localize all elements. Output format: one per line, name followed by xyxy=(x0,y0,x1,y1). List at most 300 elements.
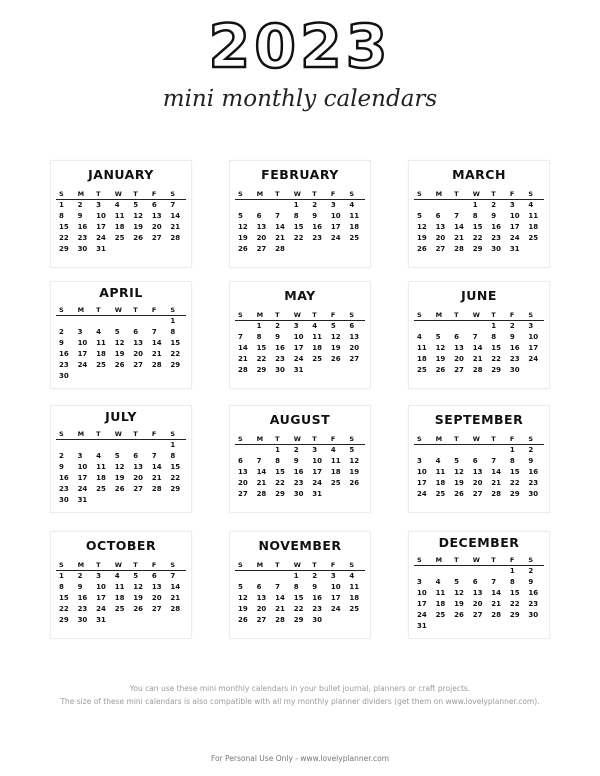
weekday-header: T xyxy=(272,560,291,571)
day-number: 12 xyxy=(133,583,144,591)
blank-day xyxy=(56,440,75,451)
weekday-header: W xyxy=(470,189,489,200)
day-number: 4 xyxy=(96,452,102,460)
day-number: 7 xyxy=(151,328,157,336)
day-number: 27 xyxy=(472,490,483,498)
day-number: 4 xyxy=(528,201,534,209)
day-number: 25 xyxy=(417,366,427,374)
weekday-header: S xyxy=(235,434,254,445)
day-number: 13 xyxy=(349,333,360,341)
day-number: 19 xyxy=(114,474,125,482)
day-number: 5 xyxy=(238,583,243,591)
day-number: 22 xyxy=(170,350,181,358)
day-number: 10 xyxy=(96,583,106,591)
blank-day xyxy=(112,316,131,327)
month-days-grid xyxy=(56,429,186,506)
day-number: 7 xyxy=(170,572,176,580)
day-number: 5 xyxy=(114,452,120,460)
day-number: 18 xyxy=(417,355,427,363)
day-number: 24 xyxy=(330,605,341,613)
day-number: 14 xyxy=(275,223,285,231)
weekday-header: S xyxy=(235,310,254,321)
day-number: 6 xyxy=(151,572,157,580)
blank-day xyxy=(488,445,507,456)
blank-day xyxy=(235,200,254,211)
day-number: 28 xyxy=(275,616,285,624)
day-number: 17 xyxy=(417,600,427,608)
day-number: 20 xyxy=(349,344,360,352)
weekday-header: T xyxy=(451,310,470,321)
month-january xyxy=(51,161,191,267)
day-number: 4 xyxy=(330,446,336,454)
month-days-grid xyxy=(235,434,365,500)
day-number: 29 xyxy=(509,611,520,619)
day-number: 19 xyxy=(435,355,446,363)
day-number: 7 xyxy=(275,212,281,220)
weekday-header: T xyxy=(309,434,328,445)
day-number: 6 xyxy=(256,212,262,220)
day-number: 6 xyxy=(435,212,441,220)
weekday-header: W xyxy=(470,434,489,445)
day-number: 29 xyxy=(170,485,181,493)
day-number: 2 xyxy=(312,572,318,580)
day-number: 25 xyxy=(114,605,125,613)
day-number: 26 xyxy=(133,234,144,242)
day-number: 6 xyxy=(133,452,139,460)
day-number: 10 xyxy=(417,589,427,597)
blank-day xyxy=(433,321,452,332)
day-number: 11 xyxy=(114,583,125,591)
day-number: 1 xyxy=(256,322,262,330)
weekday-header: T xyxy=(451,434,470,445)
day-number: 12 xyxy=(454,589,464,597)
day-number: 20 xyxy=(133,350,144,358)
day-number: 3 xyxy=(312,446,318,454)
day-number: 2 xyxy=(275,322,281,330)
day-number: 29 xyxy=(509,490,520,498)
day-number: 10 xyxy=(528,333,539,341)
day-number: 6 xyxy=(133,328,139,336)
day-number: 3 xyxy=(330,201,336,209)
day-number: 18 xyxy=(96,474,106,482)
day-number: 14 xyxy=(256,468,267,476)
day-number: 11 xyxy=(96,339,106,347)
day-number: 30 xyxy=(59,372,69,380)
day-number: 26 xyxy=(349,479,360,487)
day-number: 19 xyxy=(238,234,248,242)
day-number: 19 xyxy=(454,600,464,608)
day-number: 29 xyxy=(170,361,181,369)
day-number: 22 xyxy=(59,605,69,613)
day-number: 8 xyxy=(293,583,299,591)
day-number: 3 xyxy=(509,201,515,209)
month-days-grid xyxy=(56,560,186,626)
blank-day xyxy=(451,445,470,456)
day-number: 25 xyxy=(349,605,360,613)
day-number: 3 xyxy=(77,328,83,336)
day-number: 4 xyxy=(312,322,318,330)
day-number: 9 xyxy=(77,212,83,220)
weekday-header: W xyxy=(112,305,131,316)
day-number: 26 xyxy=(114,485,125,493)
day-number: 20 xyxy=(472,479,483,487)
blank-day xyxy=(433,566,452,577)
day-number: 31 xyxy=(417,622,427,630)
blank-day xyxy=(254,200,273,211)
weekday-header: M xyxy=(254,434,273,445)
month-name: JANUARY xyxy=(88,167,154,182)
day-number: 26 xyxy=(417,245,427,253)
day-number: 4 xyxy=(96,328,102,336)
day-number: 10 xyxy=(330,212,341,220)
day-number: 27 xyxy=(256,245,267,253)
day-number: 24 xyxy=(96,605,106,613)
weekday-header: T xyxy=(309,560,328,571)
day-number: 17 xyxy=(417,479,427,487)
weekday-header: M xyxy=(254,560,273,571)
day-number: 27 xyxy=(435,245,446,253)
day-number: 1 xyxy=(170,317,176,325)
day-number: 19 xyxy=(454,479,464,487)
day-number: 1 xyxy=(59,201,64,209)
day-number: 1 xyxy=(293,572,299,580)
day-number: 16 xyxy=(528,589,539,597)
weekday-header: S xyxy=(414,434,433,445)
day-number: 5 xyxy=(435,333,441,341)
day-number: 16 xyxy=(77,223,88,231)
day-number: 28 xyxy=(151,361,162,369)
day-number: 5 xyxy=(114,328,120,336)
day-number: 9 xyxy=(312,583,318,591)
weekday-header: M xyxy=(433,555,452,566)
day-number: 2 xyxy=(528,567,534,575)
day-number: 8 xyxy=(293,212,299,220)
blank-day xyxy=(470,566,489,577)
month-september xyxy=(409,406,549,512)
day-number: 22 xyxy=(170,474,181,482)
day-number: 21 xyxy=(275,605,285,613)
day-number: 31 xyxy=(96,245,106,253)
day-number: 23 xyxy=(77,234,88,242)
weekday-header: F xyxy=(149,305,168,316)
weekday-header: T xyxy=(272,189,291,200)
weekday-header: T xyxy=(451,555,470,566)
day-number: 3 xyxy=(96,201,102,209)
weekday-header: M xyxy=(433,434,452,445)
day-number: 21 xyxy=(151,350,162,358)
day-number: 1 xyxy=(293,201,299,209)
day-number: 25 xyxy=(528,234,539,242)
day-number: 10 xyxy=(417,468,427,476)
day-number: 10 xyxy=(77,463,88,471)
day-number: 15 xyxy=(491,344,502,352)
day-number: 14 xyxy=(491,468,502,476)
day-number: 15 xyxy=(170,463,181,471)
weekday-header: S xyxy=(56,305,75,316)
day-number: 17 xyxy=(77,350,88,358)
day-number: 28 xyxy=(275,245,285,253)
weekday-header: F xyxy=(507,189,526,200)
month-days-grid xyxy=(414,310,544,376)
day-number: 6 xyxy=(256,583,262,591)
day-number: 18 xyxy=(349,594,360,602)
month-april xyxy=(51,282,191,388)
day-number: 21 xyxy=(491,600,502,608)
day-number: 4 xyxy=(349,201,355,209)
day-number: 15 xyxy=(256,344,267,352)
day-number: 15 xyxy=(293,223,304,231)
day-number: 14 xyxy=(275,594,285,602)
weekday-header: T xyxy=(309,189,328,200)
day-number: 28 xyxy=(170,234,181,242)
day-number: 30 xyxy=(77,616,88,624)
day-number: 4 xyxy=(435,457,441,465)
day-number: 7 xyxy=(170,201,176,209)
weekday-header: T xyxy=(451,189,470,200)
day-number: 6 xyxy=(472,457,478,465)
day-number: 27 xyxy=(238,490,248,498)
weekday-header: S xyxy=(235,189,254,200)
day-number: 20 xyxy=(454,355,464,363)
day-number: 22 xyxy=(293,605,304,613)
month-august xyxy=(230,406,370,512)
blank-day xyxy=(414,445,433,456)
blank-day xyxy=(149,316,168,327)
day-number: 2 xyxy=(293,446,299,454)
page-subtitle: mini monthly calendars xyxy=(162,86,438,112)
month-february xyxy=(230,161,370,267)
weekday-header: W xyxy=(291,189,310,200)
weekday-header: F xyxy=(149,189,168,200)
day-number: 9 xyxy=(491,212,497,220)
day-number: 4 xyxy=(114,201,120,209)
day-number: 13 xyxy=(454,344,464,352)
month-july xyxy=(51,406,191,512)
day-number: 12 xyxy=(454,468,464,476)
day-number: 26 xyxy=(133,605,144,613)
day-number: 23 xyxy=(491,234,502,242)
day-number: 8 xyxy=(256,333,262,341)
day-number: 7 xyxy=(256,457,262,465)
month-days-grid xyxy=(235,560,365,626)
day-number: 8 xyxy=(59,583,64,591)
weekday-header: W xyxy=(291,434,310,445)
day-number: 16 xyxy=(491,223,502,231)
weekday-header: M xyxy=(75,189,94,200)
month-name: OCTOBER xyxy=(85,538,157,553)
day-number: 17 xyxy=(96,594,106,602)
weekday-header: S xyxy=(525,434,544,445)
day-number: 7 xyxy=(151,452,157,460)
day-number: 30 xyxy=(491,245,502,253)
day-number: 4 xyxy=(349,572,355,580)
day-number: 13 xyxy=(256,594,267,602)
day-number: 25 xyxy=(114,234,125,242)
day-number: 1 xyxy=(472,201,478,209)
day-number: 13 xyxy=(151,212,162,220)
day-number: 9 xyxy=(528,457,534,465)
day-number: 27 xyxy=(133,485,144,493)
blank-day xyxy=(451,566,470,577)
day-number: 16 xyxy=(275,344,285,352)
month-name: DECEMBER xyxy=(438,535,520,550)
weekday-header: S xyxy=(167,560,186,571)
day-number: 20 xyxy=(256,234,267,242)
day-number: 11 xyxy=(312,333,323,341)
day-number: 14 xyxy=(238,344,248,352)
day-number: 11 xyxy=(349,212,360,220)
blank-day xyxy=(75,440,94,451)
weekday-header: S xyxy=(525,310,544,321)
day-number: 17 xyxy=(330,223,341,231)
day-number: 9 xyxy=(509,333,515,341)
day-number: 16 xyxy=(509,344,520,352)
day-number: 16 xyxy=(312,223,323,231)
day-number: 12 xyxy=(238,594,248,602)
day-number: 26 xyxy=(238,616,248,624)
day-number: 18 xyxy=(312,344,323,352)
month-june xyxy=(409,282,549,388)
day-number: 6 xyxy=(151,201,157,209)
blank-day xyxy=(254,445,273,456)
day-number: 14 xyxy=(151,339,162,347)
weekday-header: T xyxy=(309,310,328,321)
day-number: 3 xyxy=(330,572,336,580)
day-number: 20 xyxy=(238,479,248,487)
day-number: 16 xyxy=(77,594,88,602)
weekday-header: F xyxy=(507,310,526,321)
blank-day xyxy=(272,571,291,582)
day-number: 29 xyxy=(472,245,483,253)
day-number: 23 xyxy=(312,605,323,613)
day-number: 12 xyxy=(330,333,341,341)
day-number: 29 xyxy=(491,366,502,374)
day-number: 23 xyxy=(528,479,539,487)
weekday-header: T xyxy=(130,305,149,316)
day-number: 20 xyxy=(472,600,483,608)
day-number: 14 xyxy=(151,463,162,471)
day-number: 30 xyxy=(59,496,69,504)
day-number: 12 xyxy=(238,223,248,231)
month-name: APRIL xyxy=(99,285,143,300)
day-number: 15 xyxy=(472,223,483,231)
blank-day xyxy=(451,321,470,332)
weekday-header: S xyxy=(346,560,365,571)
day-number: 8 xyxy=(275,457,281,465)
day-number: 8 xyxy=(59,212,64,220)
footer-note-compatibility: The size of these mini calendars is also compatible with all my monthly planner dividers (get them on www.lovelyplanner.com). xyxy=(60,697,540,706)
weekday-header: W xyxy=(112,429,131,440)
day-number: 27 xyxy=(349,355,360,363)
weekday-header: M xyxy=(433,189,452,200)
month-days-grid xyxy=(414,189,544,255)
day-number: 3 xyxy=(417,457,422,465)
day-number: 9 xyxy=(528,578,534,586)
day-number: 19 xyxy=(330,344,341,352)
day-number: 26 xyxy=(238,245,248,253)
day-number: 13 xyxy=(435,223,446,231)
day-number: 8 xyxy=(491,333,497,341)
day-number: 10 xyxy=(312,457,323,465)
blank-day xyxy=(93,440,112,451)
weekday-header: M xyxy=(75,429,94,440)
day-number: 20 xyxy=(151,223,162,231)
day-number: 3 xyxy=(417,578,422,586)
day-number: 26 xyxy=(454,611,464,619)
day-number: 6 xyxy=(454,333,460,341)
day-number: 16 xyxy=(59,474,69,482)
weekday-header: M xyxy=(75,305,94,316)
day-number: 25 xyxy=(349,234,360,242)
day-number: 19 xyxy=(133,223,144,231)
day-number: 20 xyxy=(256,605,267,613)
month-days-grid xyxy=(414,434,544,500)
day-number: 18 xyxy=(349,223,360,231)
day-number: 27 xyxy=(133,361,144,369)
day-number: 5 xyxy=(133,572,139,580)
day-number: 2 xyxy=(59,328,64,336)
weekday-header: W xyxy=(470,310,489,321)
day-number: 13 xyxy=(238,468,248,476)
day-number: 4 xyxy=(417,333,422,341)
day-number: 15 xyxy=(509,468,520,476)
weekday-header: S xyxy=(167,189,186,200)
weekday-header: S xyxy=(167,305,186,316)
day-number: 28 xyxy=(238,366,248,374)
day-number: 14 xyxy=(472,344,483,352)
month-days-grid xyxy=(56,189,186,255)
day-number: 24 xyxy=(528,355,539,363)
day-number: 19 xyxy=(417,234,427,242)
day-number: 25 xyxy=(435,490,446,498)
day-number: 30 xyxy=(293,490,304,498)
day-number: 12 xyxy=(133,212,144,220)
day-number: 18 xyxy=(435,479,446,487)
day-number: 21 xyxy=(256,479,267,487)
day-number: 6 xyxy=(472,578,478,586)
day-number: 13 xyxy=(151,583,162,591)
day-number: 16 xyxy=(312,594,323,602)
day-number: 29 xyxy=(59,616,69,624)
weekday-header: S xyxy=(346,189,365,200)
day-number: 11 xyxy=(330,457,341,465)
day-number: 23 xyxy=(528,600,539,608)
weekday-header: T xyxy=(93,429,112,440)
day-number: 24 xyxy=(96,234,106,242)
month-december xyxy=(409,532,549,638)
weekday-header: S xyxy=(346,434,365,445)
blank-day xyxy=(433,445,452,456)
weekday-header: F xyxy=(328,560,347,571)
day-number: 23 xyxy=(59,361,69,369)
month-name: NOVEMBER xyxy=(258,538,342,553)
day-number: 4 xyxy=(114,572,120,580)
blank-day xyxy=(414,321,433,332)
day-number: 11 xyxy=(417,344,427,352)
blank-day xyxy=(75,316,94,327)
weekday-header: S xyxy=(525,189,544,200)
day-number: 28 xyxy=(491,611,502,619)
day-number: 2 xyxy=(509,322,515,330)
day-number: 15 xyxy=(509,589,520,597)
weekday-header: S xyxy=(56,560,75,571)
day-number: 2 xyxy=(491,201,497,209)
day-number: 6 xyxy=(238,457,243,465)
day-number: 27 xyxy=(256,616,267,624)
day-number: 17 xyxy=(96,223,106,231)
day-number: 22 xyxy=(275,479,285,487)
month-days-grid xyxy=(56,305,186,382)
